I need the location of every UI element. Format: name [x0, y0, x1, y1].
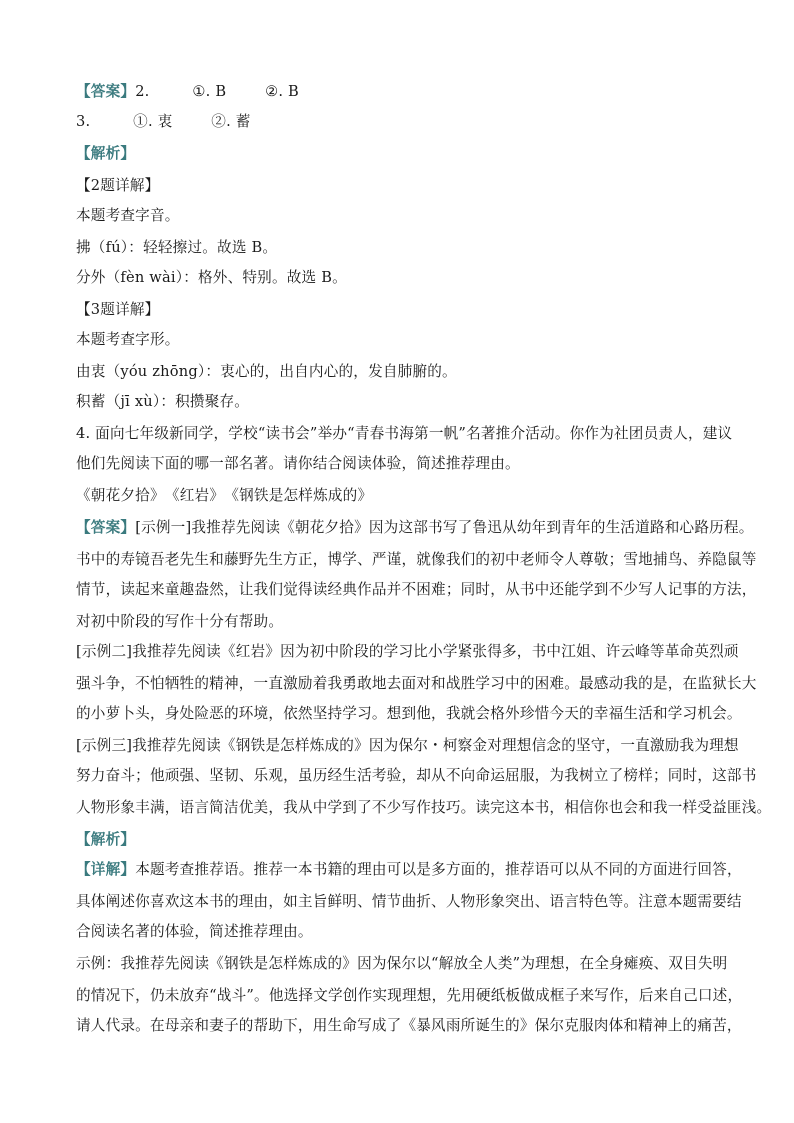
q4-detail-line: 示例：我推荐先阅读《钢铁是怎样炼成的》因为保尔以“解放全人类”为理想，在全身瘫痪、双目失明: [76, 955, 728, 972]
q4-answer-line: 人物形象丰满，语言简洁优美，我从中学到了不少写作技巧。读完这本书，相信你也会和我一样受益匪浅。: [76, 799, 772, 816]
q2-detail-line: 拂（fú）：轻轻擦过。故选 B。: [76, 239, 278, 256]
q3-number: 3.: [76, 113, 91, 130]
q4-answer-line: 对初中阶段的写作十分有帮助。: [76, 613, 284, 630]
q2-detail-heading: 【2题详解】: [76, 177, 160, 194]
q3-option-2: ②. 蓄: [211, 113, 251, 130]
q4-question-line: 4. 面向七年级新同学，学校“读书会”举办“青春书海第一帆”名著推介活动。你作为社团员责人，建议: [76, 425, 733, 442]
q4-detail-line: 请人代录。在母亲和妻子的帮助下，用生命写成了《暴风雨所诞生的》保尔克服肉体和精神上的痛苦，: [76, 1017, 742, 1034]
q4-book-list: 《朝花夕拾》 《红岩》 《钢铁是怎样炼成的》: [76, 487, 373, 504]
analysis-heading: 【解析】: [76, 145, 136, 162]
q4-answer-line: 的小萝卜头，身处险恶的环境，依然坚持学习。想到他，我就会格外珍惜今天的幸福生活和学习机会。: [76, 705, 742, 722]
answer-q2-line: [76, 82, 299, 102]
q2-detail-line: 分外（fèn wài）：格外、特别。故选 B。: [76, 269, 347, 286]
q3-detail-heading: 【3题详解】: [76, 301, 160, 318]
q4-answer-line: 情节，读起来童趣盎然，让我们觉得读经典作品并不困难；同时，从书中还能学到不少写人记事的方法，: [76, 581, 757, 598]
q4-detail-line: 的情况下，仍未放弃“战斗”。他选择文学创作实现理想，先用硬纸板做成框子来写作，后来自己口述，: [76, 987, 743, 1004]
q4-answer-line: 强斗争，不怕牺牲的精神，一直激励着我勇敢地去面对和战胜学习中的困难。最感动我的是，在监狱长大: [76, 675, 757, 692]
q4-detail-line: 合阅读名著的体验，简述推荐理由。: [76, 923, 313, 940]
answer-q3-line: [76, 112, 251, 132]
q2-option-2: ②. B: [265, 83, 299, 100]
q4-answer-line: [76, 518, 754, 538]
q3-detail-line: 积蓄（jī xù）：积攒聚存。: [76, 393, 250, 410]
detail-tag: 【详解】: [76, 861, 136, 878]
q2-option-1: ①. B: [192, 83, 227, 100]
answer-tag: 【答案】: [76, 519, 136, 536]
analysis-heading: 【解析】: [76, 831, 136, 848]
q3-detail-line: 由衷（yóu zhōng）：衷心的，出自内心的，发自肺腑的。: [76, 363, 457, 380]
q4-question-line: 他们先阅读下面的哪一部名著。请你结合阅读体验，简述推荐理由。: [76, 455, 520, 472]
q2-number: 2.: [135, 83, 150, 100]
q3-option-1: ①. 衷: [133, 113, 173, 130]
q2-detail-line: 本题考查字音。: [76, 207, 180, 224]
detail-text: 本题考查推荐语。推荐一本书籍的理由可以是多方面的，推荐语可以从不同的方面进行回答，: [135, 861, 742, 878]
answer-tag: 【答案】: [76, 83, 136, 100]
q4-detail-line: 具体阐述你喜欢这本书的理由，如主旨鲜明、情节曲折、人物形象突出、语言特色等。注意本题需要结: [76, 893, 742, 910]
answer-text: [示例一]我推荐先阅读《朝花夕拾》因为这部书写了鲁迅从幼年到青年的生活道路和心路历程。: [135, 519, 754, 536]
q4-detail-line: [76, 860, 742, 880]
q3-detail-line: 本题考查字形。: [76, 331, 180, 348]
q4-answer-line: [示例二]我推荐先阅读《红岩》因为初中阶段的学习比小学紧张得多，书中江姐、许云峰等革命英烈顽: [76, 643, 739, 660]
q4-answer-line: 努力奋斗；他顽强、坚韧、乐观，虽历经生活考验，却从不向命运屈服，为我树立了榜样；同时，这部书: [76, 767, 757, 784]
q4-answer-line: [示例三]我推荐先阅读《钢铁是怎样炼成的》因为保尔・柯察金对理想信念的坚守，一直激励我为理想: [76, 737, 739, 754]
q4-answer-line: 书中的寿镜吾老先生和藤野先生方正，博学、严谨，就像我们的初中老师令人尊敬；雪地捕鸟、养隐鼠等: [76, 551, 757, 568]
